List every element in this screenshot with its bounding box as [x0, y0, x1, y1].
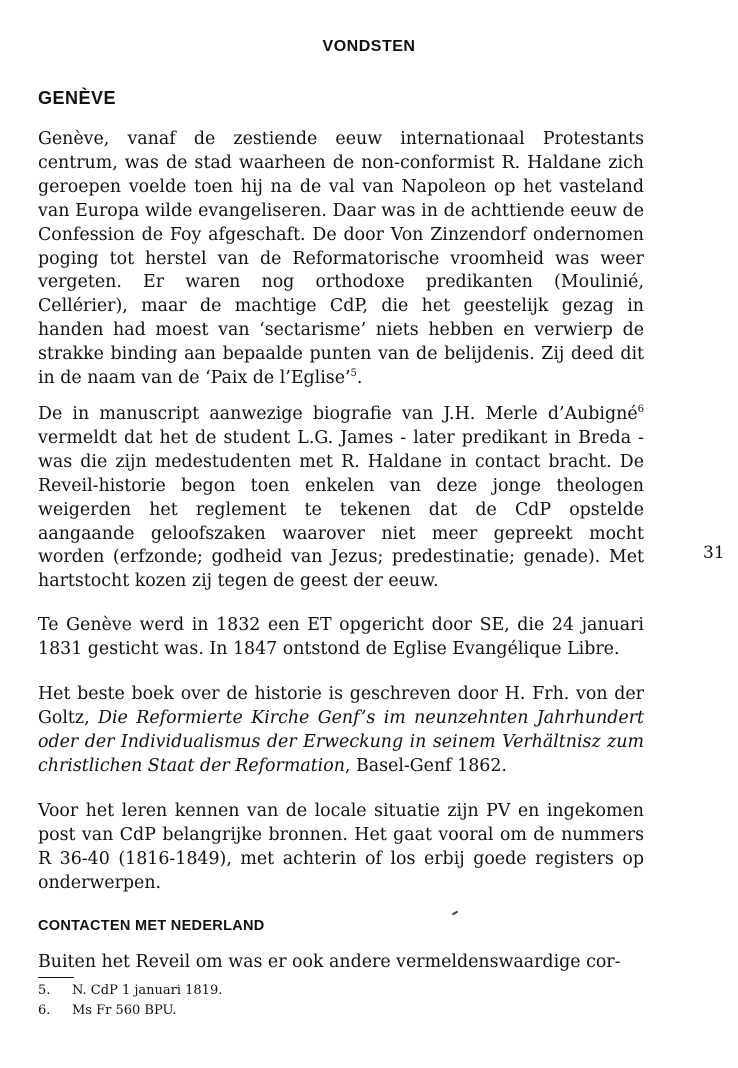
page-number: 31	[703, 543, 725, 563]
book-title: Die Reformierte Kirche Genf’s im neunzehnten Jahrhundert oder der Individualismus der Erweckung in seinem Verhältnisz zum christlichen Staat der Reformation	[38, 707, 644, 776]
footnote-ref-5[interactable]: 5	[350, 368, 357, 380]
footnote-number: 6.	[38, 1003, 51, 1018]
running-header: VONDSTEN	[322, 38, 416, 55]
paragraph-biography	[38, 403, 644, 594]
footnote-6	[38, 1003, 176, 1018]
paragraph-text: De in manuscript aanwezige biografie van J.H. Merle d’Aubigné	[38, 404, 638, 424]
footnote-text: N. CdP 1 januari 1819.	[72, 983, 223, 998]
paragraph-sources: Voor het leren kennen van de locale situatie zijn PV en ingekomen post van CdP belangrijke bronnen. Het gaat vooral om de nummers R 36-40 (1816-1849), met achterin of los erbij goede registers op onderwerpen.	[38, 801, 644, 893]
paragraph-geneve-history	[38, 128, 644, 391]
paragraph-text-cont: vermeldt dat het de student L.G. James - later predikant in Breda - was die zijn medestudenten met R. Haldane in contact bracht. De Reveil-historie begon toen enkelen van deze jonge theologen weigerden het reglement te tekenen dat de CdP opstelde aangaande geloofszaken waarover niet meer gepreekt mocht worden (erfzonde; godheid van Jezus; predestinatie; genade). Met hartstocht kozen zij tegen de geest der eeuw.	[38, 427, 644, 592]
footnote-text: Ms Fr 560 BPU.	[72, 1003, 177, 1018]
section-title: GENÈVE	[38, 88, 117, 108]
paragraph-literature	[38, 683, 644, 779]
paragraph-text-cont: , Basel-Genf 1862.	[344, 755, 507, 776]
paragraph-eglise-libre: Te Genève werd in 1832 een ET opgericht door SE, die 24 januari 1831 gesticht was. In 1847 ontstond de Eglise Evangélique Libre.	[38, 615, 644, 659]
subheading-contacten: CONTACTEN MET NEDERLAND	[38, 918, 265, 934]
footnote-rule	[38, 977, 74, 978]
footnote-ref-6[interactable]: 6	[637, 404, 644, 416]
paragraph-contacten-start: Buiten het Reveil om was er ook andere vermeldenswaardige cor-	[38, 952, 621, 972]
footnote-5	[38, 983, 222, 998]
footnote-number: 5.	[38, 983, 51, 998]
paragraph-text: Het beste boek over de historie is geschreven door H. Frh. von der Goltz,	[38, 684, 644, 728]
stray-mark	[452, 911, 458, 916]
paragraph-end: .	[356, 368, 363, 389]
paragraph-text: Genève, vanaf de zestiende eeuw internationaal Protestants centrum, was de stad waarheen de non-conformist R. Haldane zich geroepen voelde toen hij na de val van Napoleon op het vasteland van Europa wilde evangeliseren. Daar was in de achttiende eeuw de Confession de Foy afgeschaft. De door Von Zinzendorf ondernomen poging tot herstel van de Reformatorische vroomheid was weer vergeten. Er waren nog orthodoxe predikanten (Moulinié, Cellérier), maar de machtige CdP, die het geestelijk gezag in handen had moest van ‘sectarisme’ niets hebben en verwierp de strakke binding aan bepaalde punten van de belijdenis. Zij deed dit in de naam van de ‘Paix de l’Eglise’	[38, 129, 644, 389]
